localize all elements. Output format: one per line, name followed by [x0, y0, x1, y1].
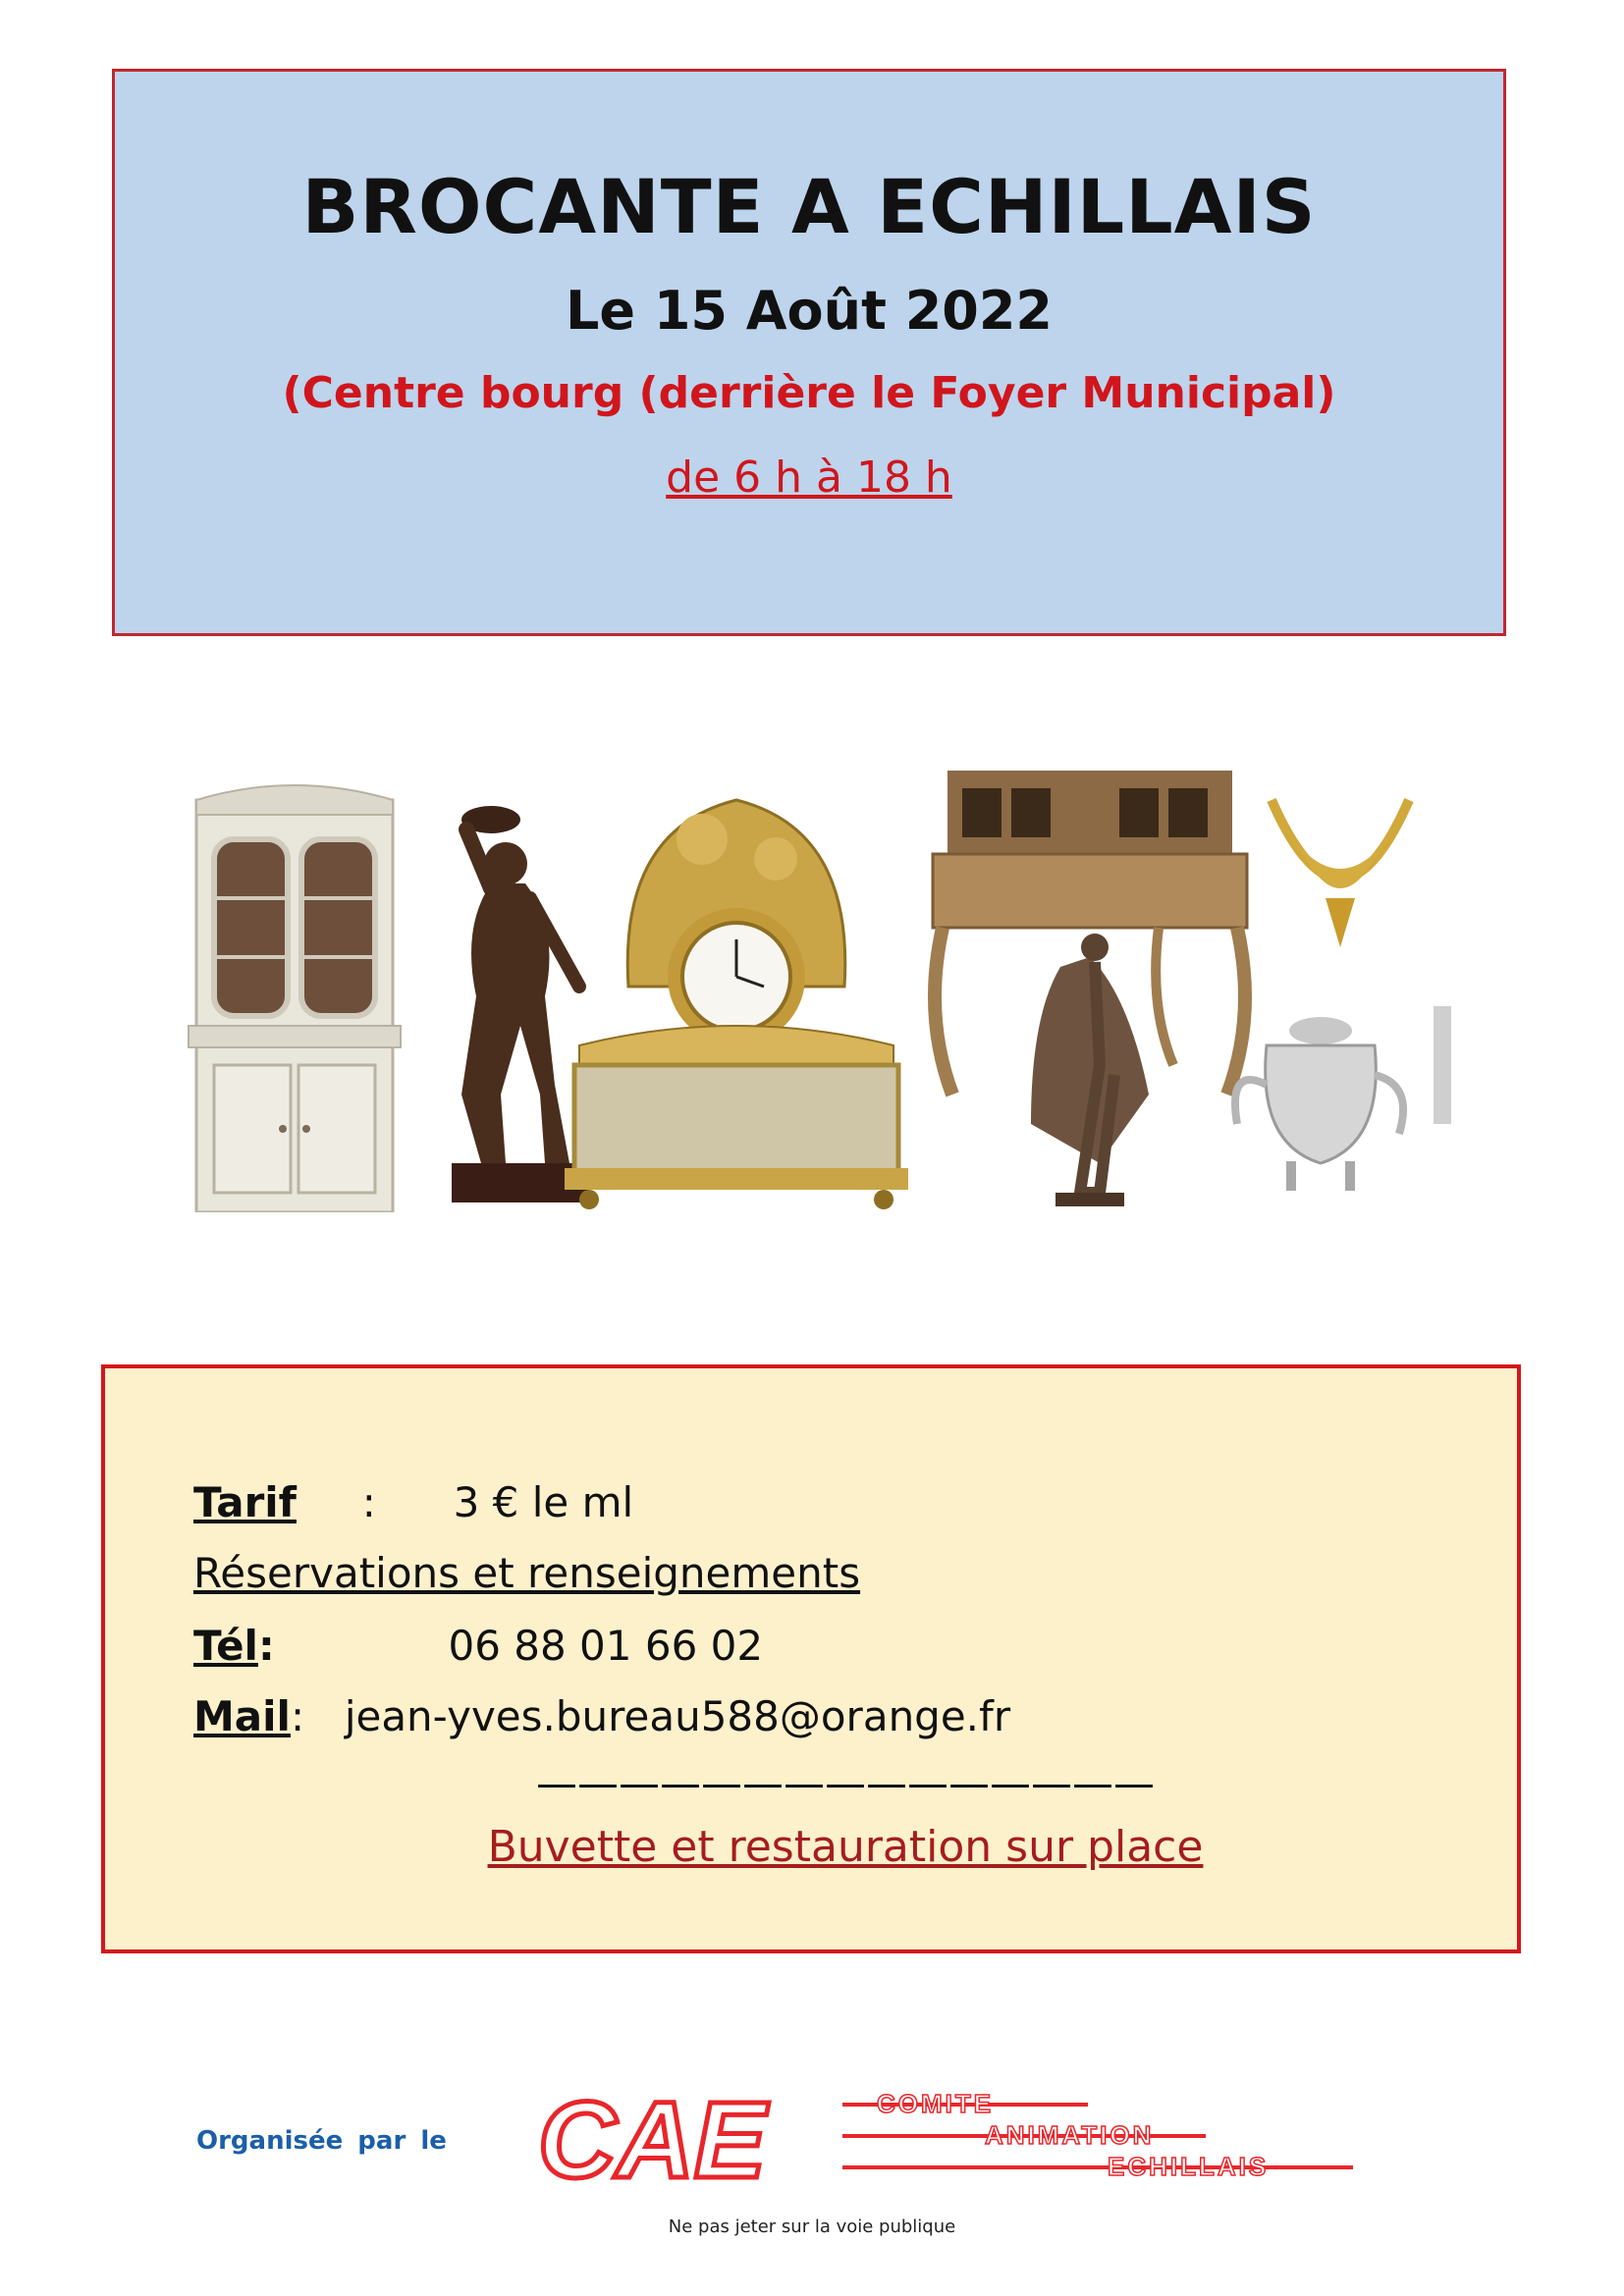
event-title: BROCANTE A ECHILLAIS — [301, 163, 1317, 250]
mail-line — [193, 1692, 1010, 1740]
logo-line-animation: ANIMATION — [985, 2120, 1155, 2150]
organizer-label: Organisée par le — [196, 2126, 447, 2156]
buvette-note: Buvette et restauration sur place — [487, 1822, 1204, 1872]
cae-logo — [538, 2087, 1353, 2185]
gilded-clock-illustration — [565, 800, 908, 1209]
logo-letters: CAE — [538, 2087, 767, 2185]
mail-value: jean-yves.bureau588@orange.fr — [344, 1692, 1011, 1740]
tel-label: Tél — [193, 1622, 258, 1670]
mail-label: Mail — [193, 1692, 291, 1740]
logo-line-comite: COMITE — [877, 2089, 995, 2118]
cabinet-illustration — [189, 785, 401, 1212]
divider-line: ——————————————— — [536, 1759, 1155, 1807]
event-location: (Centre bourg (derrière le Foyer Municipal) — [282, 368, 1336, 418]
tel-separator: : — [257, 1622, 275, 1670]
tel-value: 06 88 01 66 02 — [448, 1622, 764, 1670]
footer-note: Ne pas jeter sur la voie publique — [668, 2216, 956, 2237]
tarif-separator: : — [361, 1478, 376, 1526]
necklace-illustration — [1272, 800, 1409, 947]
info-box — [101, 1364, 1521, 1953]
event-date: Le 15 Août 2022 — [565, 280, 1054, 342]
dancer-statue-illustration — [1031, 934, 1149, 1206]
tarif-value: 3 € le ml — [453, 1478, 634, 1526]
mail-separator: : — [290, 1692, 305, 1740]
tel-line — [193, 1622, 763, 1670]
antiques-photo — [167, 771, 1453, 1212]
reservations-line: Réservations et renseignements — [193, 1549, 861, 1597]
event-header-box — [112, 69, 1506, 636]
bronze-statue-illustration — [452, 806, 589, 1202]
event-hours: de 6 h à 18 h — [666, 453, 952, 503]
silver-teapot-illustration — [1235, 1006, 1451, 1191]
tarif-line — [193, 1478, 633, 1526]
tarif-label: Tarif — [193, 1478, 297, 1526]
logo-line-echillais: ECHILLAIS — [1108, 2152, 1270, 2181]
